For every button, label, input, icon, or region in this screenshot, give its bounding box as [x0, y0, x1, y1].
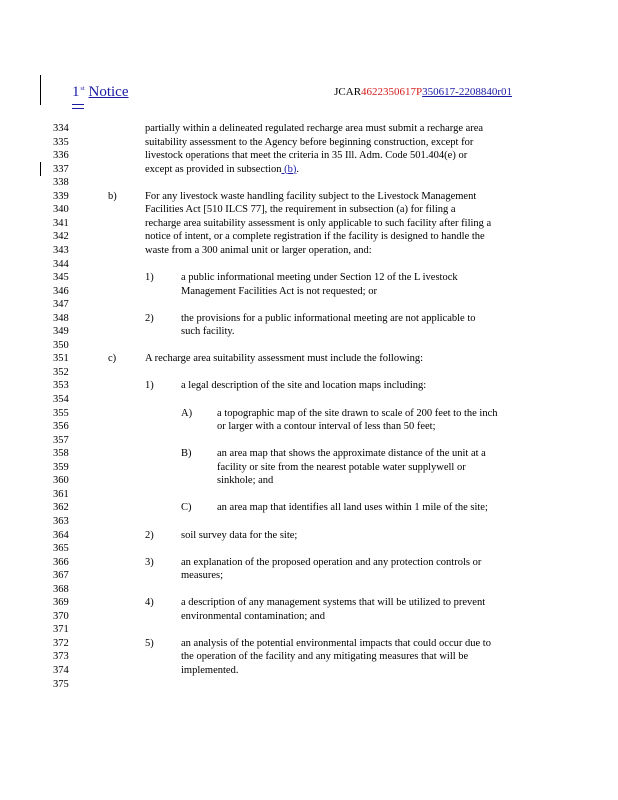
document-line [0, 596, 618, 610]
list-label: 3) [145, 556, 154, 568]
line-number: 369 [53, 597, 69, 609]
list-label: 1) [145, 272, 154, 284]
line-number: 354 [53, 394, 69, 405]
notice-double-underline [72, 104, 84, 109]
document-line [0, 569, 618, 583]
line-text-content: the operation of the facility and any mitigating measures that will be [181, 651, 469, 663]
line-text [217, 501, 488, 515]
line-number: 367 [53, 570, 69, 582]
document-line [0, 312, 618, 326]
line-text [181, 529, 297, 543]
line-text-tail: . [296, 163, 299, 175]
document-line [0, 529, 618, 543]
line-text-content: A recharge area suitability assessment must include the following: [145, 353, 423, 365]
document-line [0, 379, 618, 393]
document-line [0, 163, 618, 177]
line-text [181, 664, 238, 678]
document-line [0, 488, 618, 502]
document-line [0, 298, 618, 312]
list-label: b) [108, 190, 117, 202]
line-text [181, 325, 235, 339]
line-number: 342 [53, 231, 69, 243]
line-number: 343 [53, 244, 69, 256]
document-line [0, 285, 618, 299]
line-number: 375 [53, 678, 69, 690]
line-text [145, 244, 372, 258]
line-text [145, 352, 423, 366]
document-line [0, 664, 618, 678]
list-label: 1) [145, 380, 154, 392]
line-number: 372 [53, 637, 69, 649]
line-text-content: notice of intent, or a complete registration if the facility is designed to handle the [145, 231, 485, 243]
page-header [72, 84, 512, 108]
line-number: 365 [53, 543, 69, 555]
document-line [0, 190, 618, 204]
line-text-content: a description of any management systems that will be utilized to prevent [181, 597, 486, 609]
line-text [217, 474, 273, 488]
document-line [0, 515, 618, 529]
line-number: 341 [53, 217, 69, 229]
line-text [181, 596, 485, 610]
list-label: c) [108, 353, 117, 365]
document-line [0, 407, 618, 421]
line-text-content: implemented. [181, 665, 239, 676]
document-line [0, 325, 618, 339]
line-text-content: except as provided in subsection [145, 163, 282, 175]
line-number: 337 [53, 163, 69, 175]
line-number: 364 [53, 529, 69, 541]
document-line [0, 434, 618, 448]
line-text [181, 569, 223, 583]
document-line [0, 542, 618, 556]
line-text-content: or larger with a contour interval of less than 50 feet; [217, 421, 436, 433]
document-line [0, 610, 618, 624]
line-number: 350 [53, 339, 69, 351]
line-text-content: livestock operations that meet the criteria in 35 Ill. Adm. Code 501.404(e) or [145, 150, 468, 162]
line-text-content: a public informational meeting under Section 12 of the L ivestock [181, 272, 458, 284]
line-number: 351 [53, 353, 69, 365]
line-text [181, 379, 426, 393]
document-line [0, 393, 618, 407]
jcar-prefix: JCAR [334, 86, 362, 98]
document-line [0, 678, 618, 692]
document-line [0, 136, 618, 150]
line-text-content: an analysis of the potential environmental impacts that could occur due to [181, 637, 491, 649]
line-text-content: such facility. [181, 326, 235, 338]
line-number: 349 [53, 326, 69, 338]
notice-number: 1 [72, 84, 80, 100]
document-line [0, 420, 618, 434]
line-text-content: an explanation of the proposed operation and any protection controls or [181, 556, 482, 568]
document-line [0, 176, 618, 190]
document-line [0, 217, 618, 231]
line-text [145, 203, 456, 217]
line-number: 359 [53, 461, 69, 473]
line-text [145, 163, 299, 177]
line-text [217, 461, 466, 475]
line-number: 346 [53, 285, 69, 297]
list-label: 5) [145, 637, 154, 649]
line-number: 358 [53, 448, 69, 460]
line-text-content: a legal description of the site and location maps including: [181, 380, 427, 392]
list-label: A) [181, 407, 193, 419]
line-number: 339 [53, 190, 69, 202]
notice-title [72, 84, 129, 101]
document-line [0, 583, 618, 597]
line-text [217, 407, 498, 421]
line-text-content: a topographic map of the site drawn to scale of 200 feet to the inch [217, 407, 498, 419]
line-text-content: sinkhole; and [217, 475, 274, 487]
line-number: 336 [53, 150, 69, 162]
line-number: 348 [53, 312, 69, 324]
line-text-content: waste from a 300 animal unit or larger operation, and: [145, 244, 372, 256]
list-label: 4) [145, 597, 154, 609]
line-text [145, 122, 483, 136]
document-line [0, 230, 618, 244]
document-line [0, 447, 618, 461]
document-line [0, 339, 618, 353]
line-text [145, 230, 485, 244]
list-label: 2) [145, 312, 154, 324]
document-line [0, 556, 618, 570]
line-number: 353 [53, 380, 69, 392]
line-text [217, 420, 436, 434]
line-text [181, 271, 458, 285]
inserted-text: (b) [281, 163, 297, 175]
line-text-content: suitability assessment to the Agency before beginning construction, except for [145, 136, 474, 148]
line-text-content: partially within a delineated regulated recharge area must submit a recharge area [145, 123, 484, 134]
line-text [181, 637, 491, 651]
jcar-deleted-text: 4622350617P [361, 86, 423, 98]
line-text [217, 447, 486, 461]
line-text-content: environmental contamination; and [181, 610, 326, 622]
document-line [0, 203, 618, 217]
line-number: 344 [53, 258, 69, 270]
line-number: 345 [53, 272, 69, 284]
document-line [0, 461, 618, 475]
line-number: 374 [53, 665, 69, 676]
line-number: 362 [53, 502, 69, 514]
line-text [181, 312, 476, 326]
list-label: B) [181, 448, 192, 460]
line-number: 361 [53, 488, 69, 500]
line-number: 370 [53, 610, 69, 622]
document-line [0, 258, 618, 272]
line-number: 334 [53, 123, 69, 134]
line-text [181, 650, 468, 664]
line-number: 355 [53, 407, 69, 419]
list-label: 2) [145, 529, 154, 541]
line-number: 340 [53, 204, 69, 216]
document-line [0, 352, 618, 366]
document-line [0, 366, 618, 380]
line-text [145, 149, 467, 163]
list-label: C) [181, 502, 192, 514]
line-number: 373 [53, 651, 69, 663]
document-line [0, 271, 618, 285]
line-number: 352 [53, 366, 69, 378]
line-number: 335 [53, 136, 69, 148]
line-number: 371 [53, 624, 69, 636]
document-line [0, 623, 618, 637]
line-text [145, 217, 491, 231]
line-text-content: For any livestock waste handling facility subject to the Livestock Management [145, 190, 477, 202]
line-number: 347 [53, 299, 69, 311]
line-text-content: Facilities Act [510 ILCS 77], the requirement in subsection (a) for filing a [145, 204, 456, 216]
line-number: 368 [53, 583, 69, 595]
line-text-content: an area map that shows the approximate distance of the unit at a [217, 448, 486, 460]
line-number: 366 [53, 556, 69, 568]
line-text-content: the provisions for a public informational meeting are not applicable to [181, 312, 476, 324]
notice-word: Notice [88, 84, 129, 100]
line-text-content: measures; [181, 570, 223, 582]
line-number: 356 [53, 421, 69, 433]
line-text [181, 285, 377, 299]
line-text-content: recharge area suitability assessment is only applicable to such facility after filing a [145, 217, 492, 229]
change-bar [40, 75, 41, 105]
document-line [0, 244, 618, 258]
jcar-inserted-text: 350617-2208840r01 [422, 86, 512, 98]
line-text [145, 136, 473, 150]
document-line [0, 149, 618, 163]
document-line [0, 474, 618, 488]
line-number: 357 [53, 434, 69, 446]
line-text [181, 610, 325, 624]
line-text-content: facility or site from the nearest potable water supplywell or [217, 461, 466, 473]
line-text [145, 190, 476, 204]
notice-ordinal-suffix: st [80, 86, 85, 92]
line-number: 363 [53, 515, 69, 527]
line-text-content: Management Facilities Act is not requested; or [181, 285, 377, 297]
line-number: 338 [53, 177, 69, 189]
document-line [0, 122, 618, 136]
document-line [0, 637, 618, 651]
line-text [181, 556, 481, 570]
document-line [0, 501, 618, 515]
jcar-code [334, 86, 512, 98]
line-number: 360 [53, 475, 69, 487]
line-text-content: soil survey data for the site; [181, 529, 298, 541]
line-text-content: an area map that identifies all land uses within 1 mile of the site; [217, 502, 488, 514]
document-line [0, 650, 618, 664]
